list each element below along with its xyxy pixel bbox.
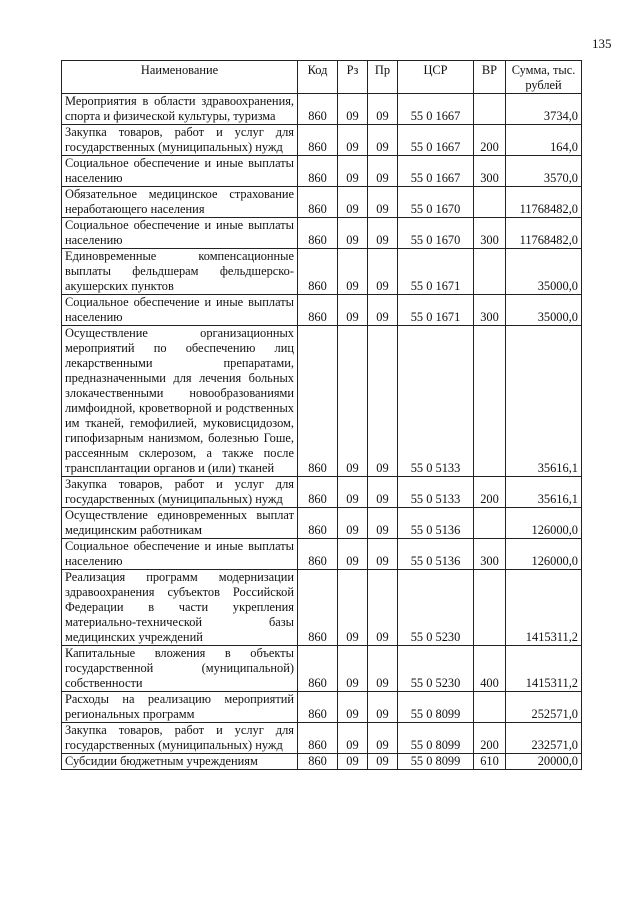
cell-code: 860: [298, 692, 338, 723]
header-vr: ВР: [474, 61, 506, 94]
cell-rz: 09: [338, 508, 368, 539]
table-row: [62, 125, 582, 156]
cell-pr: 09: [368, 94, 398, 125]
cell-rz: 09: [338, 218, 368, 249]
cell-name: Обязательное медицинское страхование неработающего населения: [62, 187, 298, 218]
cell-pr: 09: [368, 187, 398, 218]
header-rz: Рз: [338, 61, 368, 94]
table-row: [62, 646, 582, 692]
budget-table: [61, 60, 582, 770]
table-row: [62, 156, 582, 187]
cell-name: Осуществление единовременных выплат медицинским работникам: [62, 508, 298, 539]
cell-pr: 09: [368, 477, 398, 508]
cell-csr: 55 0 5136: [398, 508, 474, 539]
cell-pr: 09: [368, 508, 398, 539]
cell-csr: 55 0 8099: [398, 723, 474, 754]
cell-vr: [474, 249, 506, 295]
cell-pr: 09: [368, 646, 398, 692]
cell-csr: 55 0 1670: [398, 187, 474, 218]
cell-pr: 09: [368, 754, 398, 770]
table-row: [62, 249, 582, 295]
cell-pr: 09: [368, 156, 398, 187]
cell-name: Социальное обеспечение и иные выплаты населению: [62, 295, 298, 326]
header-sum: Сумма, тыс. рублей: [506, 61, 582, 94]
table-row: [62, 692, 582, 723]
cell-rz: 09: [338, 187, 368, 218]
cell-sum: 126000,0: [506, 508, 582, 539]
cell-rz: 09: [338, 477, 368, 508]
cell-sum: 35616,1: [506, 477, 582, 508]
header-name: Наименование: [62, 61, 298, 94]
cell-pr: 09: [368, 570, 398, 646]
cell-code: 860: [298, 295, 338, 326]
cell-rz: 09: [338, 94, 368, 125]
cell-csr: 55 0 1667: [398, 156, 474, 187]
table-row: [62, 754, 582, 770]
cell-name: Капитальные вложения в объекты государственной (муниципальной) собственности: [62, 646, 298, 692]
cell-vr: 200: [474, 723, 506, 754]
cell-code: 860: [298, 156, 338, 187]
cell-pr: 09: [368, 692, 398, 723]
cell-vr: 300: [474, 539, 506, 570]
cell-sum: 11768482,0: [506, 218, 582, 249]
cell-csr: 55 0 5230: [398, 646, 474, 692]
cell-name: Осуществление организационных мероприятий по обеспечению лиц лекарственными препаратами, предназначенными для лечения больных злокачественными новообразованиями лимфоидной, кроветворной и родственных им тканей, гемофилией, муковисцидозом, гипофизарным нанизмом, болезнью Гоше, рассеянным склерозом, а также после трансплантации органов и (или) тканей: [62, 326, 298, 477]
cell-sum: 126000,0: [506, 539, 582, 570]
cell-sum: 252571,0: [506, 692, 582, 723]
cell-name: Реализация программ модернизации здравоохранения субъектов Российской Федерации в части укрепления материально-технической базы медицинских учреждений: [62, 570, 298, 646]
cell-vr: 610: [474, 754, 506, 770]
cell-name: Расходы на реализацию мероприятий региональных программ: [62, 692, 298, 723]
cell-rz: 09: [338, 754, 368, 770]
cell-sum: 1415311,2: [506, 570, 582, 646]
cell-sum: 35000,0: [506, 249, 582, 295]
cell-sum: 11768482,0: [506, 187, 582, 218]
cell-code: 860: [298, 187, 338, 218]
cell-code: 860: [298, 570, 338, 646]
cell-vr: [474, 570, 506, 646]
cell-rz: 09: [338, 326, 368, 477]
table-row: [62, 326, 582, 477]
cell-sum: 3734,0: [506, 94, 582, 125]
cell-sum: 20000,0: [506, 754, 582, 770]
table-row: [62, 539, 582, 570]
cell-rz: 09: [338, 156, 368, 187]
header-code: Код: [298, 61, 338, 94]
table-row: [62, 94, 582, 125]
cell-vr: [474, 508, 506, 539]
cell-csr: 55 0 8099: [398, 754, 474, 770]
cell-name: Социальное обеспечение и иные выплаты населению: [62, 156, 298, 187]
cell-sum: 3570,0: [506, 156, 582, 187]
cell-pr: 09: [368, 125, 398, 156]
table-row: [62, 508, 582, 539]
cell-vr: [474, 187, 506, 218]
cell-pr: 09: [368, 295, 398, 326]
cell-sum: 232571,0: [506, 723, 582, 754]
page-number: 135: [592, 36, 612, 51]
cell-code: 860: [298, 477, 338, 508]
header-pr: Пр: [368, 61, 398, 94]
table-body: [62, 94, 582, 770]
cell-csr: 55 0 8099: [398, 692, 474, 723]
cell-pr: 09: [368, 249, 398, 295]
cell-name: Социальное обеспечение и иные выплаты населению: [62, 539, 298, 570]
table-row: [62, 218, 582, 249]
cell-csr: 55 0 1670: [398, 218, 474, 249]
cell-pr: 09: [368, 218, 398, 249]
header-csr: ЦСР: [398, 61, 474, 94]
cell-name: Мероприятия в области здравоохранения, спорта и физической культуры, туризма: [62, 94, 298, 125]
cell-code: 860: [298, 125, 338, 156]
cell-code: 860: [298, 94, 338, 125]
table-header-row: [62, 61, 582, 94]
cell-csr: 55 0 1671: [398, 295, 474, 326]
cell-csr: 55 0 1667: [398, 125, 474, 156]
cell-vr: 300: [474, 156, 506, 187]
cell-vr: [474, 326, 506, 477]
table-row: [62, 723, 582, 754]
cell-vr: 400: [474, 646, 506, 692]
table-row: [62, 295, 582, 326]
cell-name: Закупка товаров, работ и услуг для государственных (муниципальных) нужд: [62, 723, 298, 754]
cell-pr: 09: [368, 539, 398, 570]
cell-vr: 200: [474, 125, 506, 156]
cell-rz: 09: [338, 125, 368, 156]
cell-code: 860: [298, 218, 338, 249]
cell-pr: 09: [368, 723, 398, 754]
cell-sum: 35000,0: [506, 295, 582, 326]
cell-code: 860: [298, 326, 338, 477]
cell-csr: 55 0 1671: [398, 249, 474, 295]
table-row: [62, 187, 582, 218]
cell-rz: 09: [338, 249, 368, 295]
cell-rz: 09: [338, 723, 368, 754]
cell-code: 860: [298, 249, 338, 295]
cell-csr: 55 0 5133: [398, 326, 474, 477]
cell-vr: 300: [474, 295, 506, 326]
cell-sum: 35616,1: [506, 326, 582, 477]
cell-csr: 55 0 5133: [398, 477, 474, 508]
cell-csr: 55 0 5230: [398, 570, 474, 646]
table-row: [62, 477, 582, 508]
cell-code: 860: [298, 508, 338, 539]
cell-name: Единовременные компенсационные выплаты фельдшерам фельдшерско-акушерских пунктов: [62, 249, 298, 295]
cell-vr: [474, 692, 506, 723]
cell-pr: 09: [368, 326, 398, 477]
cell-name: Закупка товаров, работ и услуг для государственных (муниципальных) нужд: [62, 477, 298, 508]
cell-vr: 300: [474, 218, 506, 249]
cell-rz: 09: [338, 295, 368, 326]
cell-sum: 1415311,2: [506, 646, 582, 692]
table-row: [62, 570, 582, 646]
cell-rz: 09: [338, 646, 368, 692]
cell-rz: 09: [338, 692, 368, 723]
cell-code: 860: [298, 539, 338, 570]
cell-vr: 200: [474, 477, 506, 508]
cell-csr: 55 0 5136: [398, 539, 474, 570]
cell-name: Субсидии бюджетным учреждениям: [62, 754, 298, 770]
cell-sum: 164,0: [506, 125, 582, 156]
cell-vr: [474, 94, 506, 125]
cell-rz: 09: [338, 539, 368, 570]
cell-code: 860: [298, 754, 338, 770]
cell-code: 860: [298, 723, 338, 754]
cell-csr: 55 0 1667: [398, 94, 474, 125]
cell-rz: 09: [338, 570, 368, 646]
cell-name: Закупка товаров, работ и услуг для государственных (муниципальных) нужд: [62, 125, 298, 156]
cell-code: 860: [298, 646, 338, 692]
cell-name: Социальное обеспечение и иные выплаты населению: [62, 218, 298, 249]
